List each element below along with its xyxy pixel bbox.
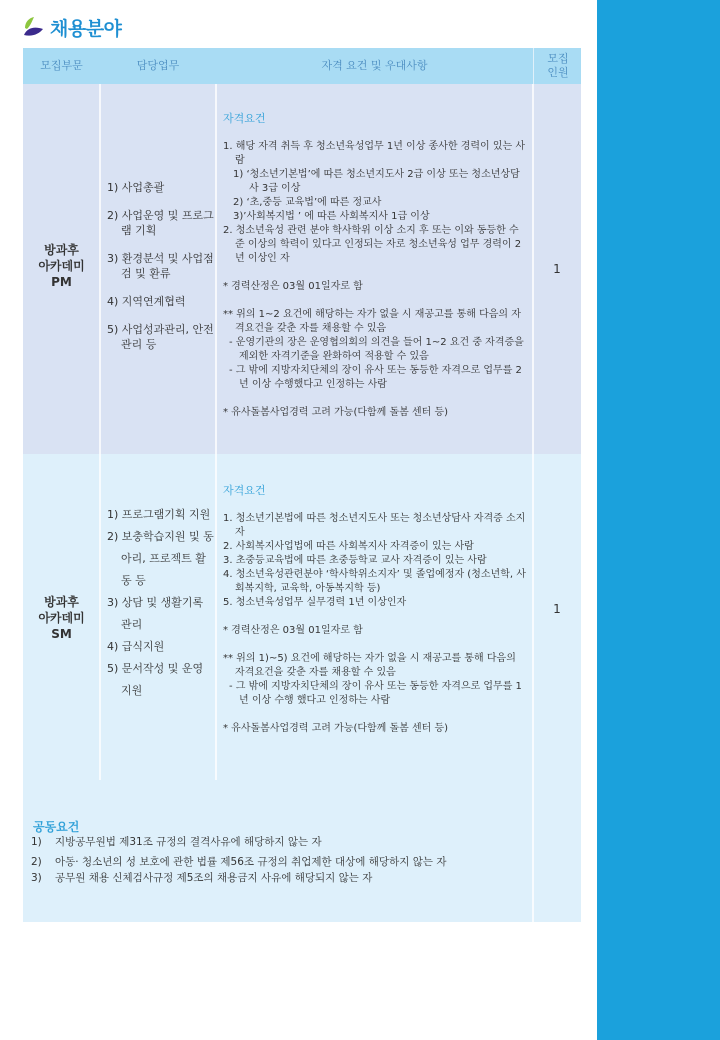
col-header-category: 모집부문 — [40, 59, 83, 72]
qualifications-cell: 자격요건 1. 해당 자격 취득 후 청소년육성업무 1년 이상 종사한 경력이 있는 사람 1) ‘청소년기본법’에 따른 청소년지도사 2급 이상 또는 청소년상담사 3급 이상 2) ‘초,중등 교육법’에 따른 정교사 3)’사회복지법 ’ 에 따른 사회복지사 1급 이상 2. 청소년육성 관련 분야 학사학위 이상 소지 후 또는 이와 동등한 수준 이상의 학력이 있다고 인정되는 자로 청소년육성 업무 경력이 2년 이상인 자 * 경력산정은 03월 01일자로 함 ** 위의 1~2 요건에 해당하는 자가 없을 시 재공고를 통해 다음의 자격요건을 갖춘 자를 채용할 수 있음 - 운영기관의 장은 운영협의회의 의견을 들어 1~2 요건 중 자격증을 제외한 자격기준을 완화하여 적용할 수 있음 - 그 밖에 지방자치단체의 장이 유사 또는 동등한 자격으로 업무를 2년 이상 수행했다고 인정하는 사람 * 유사돌봄사업경력 고려 가능(다함께 돌봄 센터 등) — [223, 112, 528, 420]
column-divider — [215, 84, 217, 780]
section-header — [22, 12, 121, 42]
duties-cell: 1) 프로그램기획 지원 2) 보충학습지원 및 동아리, 프로젝트 활동 등 3) 상담 및 생활기록 관리 4) 급식지원 5) 문서작성 및 운영 지원 — [107, 508, 214, 697]
category-cell: 방과후 아카데미 SM — [38, 595, 85, 641]
qualification-section-title: 자격요건 — [223, 112, 266, 125]
table-header — [23, 48, 581, 84]
duties-cell: 1) 사업총괄 2) 사업운영 및 프로그램 기획 3) 환경분석 및 사업점검 및 환류 4) 지역연계협력 5) 사업성과관리, 안전관리 등 — [107, 181, 214, 351]
common-requirement-item: 1) 지방공무원법 제31조 규정의 결격사유에 해당하지 않는 자 — [31, 836, 322, 848]
table-row-sm — [23, 454, 581, 780]
column-divider — [532, 84, 534, 922]
category-cell: 방과후 아카데미 PM — [38, 243, 85, 289]
count-cell: 1 — [553, 262, 561, 276]
common-requirement-item: 3) 공무원 채용 신체검사규정 제5조의 채용금지 사유에 해당되지 않는 자 — [31, 872, 373, 884]
common-requirements-title: 공동요건 — [33, 820, 80, 834]
count-cell: 1 — [553, 602, 561, 616]
column-divider — [99, 84, 101, 780]
col-header-duties: 담당업무 — [136, 59, 180, 72]
leaf-icon — [22, 16, 44, 38]
qualifications-cell: 자격요건 1. 청소년기본법에 따른 청소년지도사 또는 청소년상담사 자격증 소지자 2. 사회복지사업법에 따른 사회복지사 자격증이 있는 사람 3. 초중등교육법에 따른 초중등학교 교사 자격증이 있는 사람 4. 청소년육성관련분야 ‘학사학위소지자’ 및 졸업예정자 (청소년학, 사회복지학, 교육학, 아동복지학 등) 5. 청소년육성업무 실무경력 1년 이상인자 * 경력산정은 03월 01일자로 함 ** 위의 1)~5) 요건에 해당하는 자가 없을 시 재공고를 통해 다음의 자격요건을 갖춘 자를 채용할 수 있음 - 그 밖에 지방자치단체의 장이 유사 또는 동등한 자격으로 업무를 1년 이상 수행 했다고 인정하는 사람 * 유사돌봄사업경력 고려 가능(다함께 돌봄 센터 등) — [223, 484, 528, 736]
col-header-count: 모집 인원 — [533, 48, 582, 84]
col-header-qualifications: 자격 요건 및 우대사항 — [321, 59, 428, 72]
side-accent-bar — [597, 0, 720, 1040]
common-requirements — [23, 780, 581, 922]
page-title: 채용분야 — [50, 17, 122, 40]
qualification-section-title: 자격요건 — [223, 484, 266, 497]
table-row-pm — [23, 84, 581, 454]
common-requirement-item: 2) 아동· 청소년의 성 보호에 관한 법률 제56조 규정의 취업제한 대상에 해당하지 않는 자 — [31, 856, 447, 868]
